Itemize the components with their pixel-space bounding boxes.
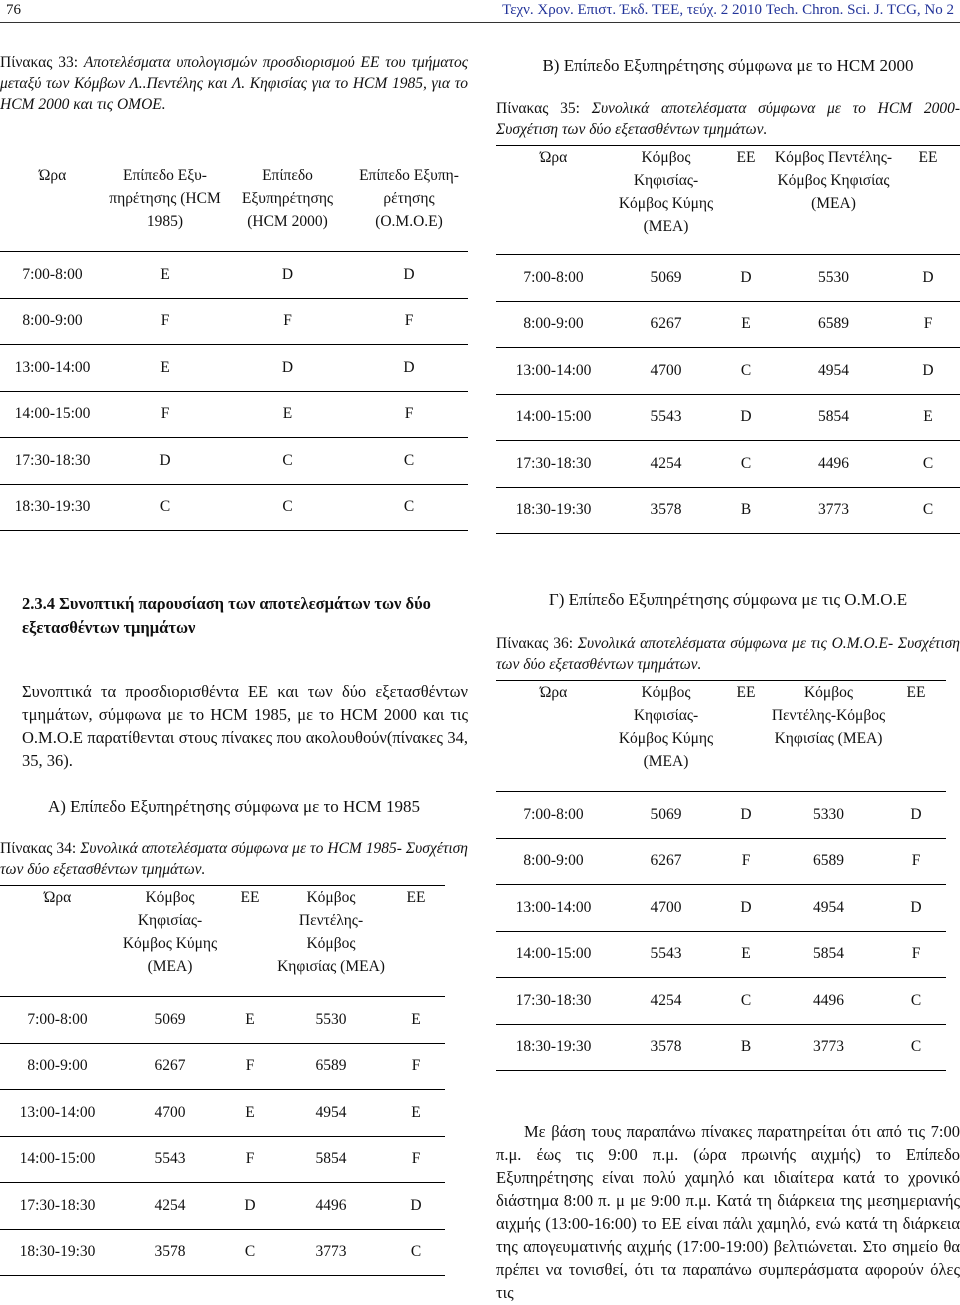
table-row xyxy=(496,301,960,348)
table-cell: E xyxy=(741,945,751,963)
table-cell: 4496 xyxy=(818,454,849,472)
table-cell: 5069 xyxy=(650,805,682,823)
table-cell: 4954 xyxy=(818,361,849,379)
table-cell: 8:00-9:00 xyxy=(22,312,83,330)
table-cell: 5530 xyxy=(315,1010,347,1028)
table-cell: F xyxy=(283,312,292,330)
table-cell: 5854 xyxy=(315,1150,347,1168)
journal-reference: Τεχν. Χρον. Επιστ. Έκδ. ΤΕΕ, τεύχ. 2 2010 Tech. Chron. Sci. J. TCG, No 2 xyxy=(502,2,954,18)
table-cell: 4954 xyxy=(315,1103,347,1121)
table-cell: E xyxy=(411,1103,421,1121)
table-row xyxy=(496,441,960,488)
table-cell: 4700 xyxy=(154,1103,186,1121)
table35-header-kifisias: Κόμβος Κηφισίας-Κόμβος Κύμης (ΜΕΑ) xyxy=(618,149,714,235)
section-a-title: Α) Επίπεδο Εξυπηρέτησης σύμφωνα με το HCM 1985 xyxy=(47,797,421,816)
section-c-title: Γ) Επίπεδο Εξυπηρέτησης σύμφωνα με τις Ο.Μ.Ο.Ε xyxy=(548,590,908,609)
table-cell: D xyxy=(281,265,294,283)
table-cell: F xyxy=(911,945,921,963)
table-cell: D xyxy=(922,361,934,379)
table35-caption xyxy=(496,98,960,140)
table-cell: 3773 xyxy=(818,501,849,519)
table-row xyxy=(496,838,946,885)
table36-header-ee1: ΕΕ xyxy=(736,684,756,701)
table-row xyxy=(496,885,946,932)
table-cell: 5854 xyxy=(813,945,844,963)
table35-header-ee1: ΕΕ xyxy=(736,149,756,166)
table-cell: D xyxy=(159,451,171,469)
table-cell: C xyxy=(922,454,934,472)
table-cell: 18:30-19:30 xyxy=(14,498,91,516)
table-cell: 6589 xyxy=(818,315,849,333)
table-cell: 4254 xyxy=(650,454,682,472)
table-row xyxy=(0,438,468,485)
table-cell: 5530 xyxy=(818,268,849,286)
table-cell: F xyxy=(404,312,414,330)
table-row xyxy=(0,484,468,531)
table-row xyxy=(496,348,960,395)
table-cell: 8:00-9:00 xyxy=(523,315,584,333)
table-cell: 4496 xyxy=(813,991,844,1009)
table-cell: E xyxy=(741,315,751,333)
table-row xyxy=(0,252,468,299)
table-cell: E xyxy=(923,408,933,426)
table36-header-pentelis: Κόμβος Πεντέλης-Κόμβος Κηφισίας (ΜΕΑ) xyxy=(771,684,886,747)
table-cell: 8:00-9:00 xyxy=(27,1057,88,1075)
page-header xyxy=(0,0,960,23)
table-cell: 18:30-19:30 xyxy=(515,501,592,519)
table-cell: C xyxy=(403,451,415,469)
table36-caption xyxy=(496,633,960,675)
table-row xyxy=(0,391,468,438)
table-cell: F xyxy=(245,1057,255,1075)
table-cell: 14:00-15:00 xyxy=(515,945,592,963)
table-row xyxy=(496,931,946,978)
table-cell: D xyxy=(244,1196,256,1214)
table-cell: 6589 xyxy=(813,852,844,870)
table-cell: F xyxy=(911,852,921,870)
table-row xyxy=(496,487,960,534)
table-cell: D xyxy=(403,358,415,376)
table34-header-pentelis: Κόμβος Πεντέλης-Κόμβος Κηφισίας (ΜΕΑ) xyxy=(277,889,385,975)
table-row xyxy=(0,1043,445,1090)
table-cell: 7:00-8:00 xyxy=(523,805,584,823)
table-cell: 14:00-15:00 xyxy=(14,405,91,423)
table-cell: C xyxy=(922,501,934,519)
table-cell: C xyxy=(910,1038,922,1056)
table-cell: 5330 xyxy=(813,805,844,823)
table35-caption-text: Συνολικά αποτελέσματα σύμφωνα με το HCM 2000- Συσχέτιση των δύο εξετασθέντων τμημάτων. xyxy=(496,100,960,138)
table-cell: D xyxy=(910,898,922,916)
table-cell: 6267 xyxy=(650,315,682,333)
table-cell: C xyxy=(910,991,922,1009)
table33-header-hcm2000: Επίπεδο Εξυπηρέτησης (HCM 2000) xyxy=(241,167,334,230)
table-cell: 7:00-8:00 xyxy=(22,265,83,283)
table-cell: 3578 xyxy=(650,1038,682,1056)
table-cell: 3578 xyxy=(650,501,682,519)
table-cell: 3578 xyxy=(154,1243,186,1261)
table-cell: 3773 xyxy=(813,1038,844,1056)
table36 xyxy=(496,680,946,1071)
table-cell: 5543 xyxy=(650,408,682,426)
table-cell: E xyxy=(160,358,170,376)
table34-header-kifisias: Κόμβος Κηφισίας-Κόμβος Κύμης (ΜΕΑ) xyxy=(122,889,218,975)
table-cell: F xyxy=(741,852,751,870)
table36-header-ee2: ΕΕ xyxy=(906,684,926,701)
table-cell: C xyxy=(740,361,752,379)
table35-header-ee2: ΕΕ xyxy=(918,149,938,166)
page-number: 76 xyxy=(6,2,21,18)
table-cell: C xyxy=(159,498,171,516)
table-cell: D xyxy=(410,1196,422,1214)
table36-header-kifisias: Κόμβος Κηφισίας-Κόμβος Κύμης (ΜΕΑ) xyxy=(618,684,714,770)
table-cell: 17:30-18:30 xyxy=(515,454,592,472)
table-cell: 17:30-18:30 xyxy=(19,1196,96,1214)
table-row xyxy=(496,792,946,839)
table-row xyxy=(0,997,445,1044)
table-cell: D xyxy=(740,805,752,823)
table-cell: 14:00-15:00 xyxy=(515,408,592,426)
section-b-title: Β) Επίπεδο Εξυπηρέτησης σύμφωνα με το HCM 2000 xyxy=(542,56,914,75)
table33-header-omoe: Επίπεδο Εξυπη-ρέτησης (Ο.Μ.Ο.Ε) xyxy=(359,167,459,230)
table34 xyxy=(0,885,445,1276)
table-cell: 4496 xyxy=(315,1196,347,1214)
table34-header-hour: Ώρα xyxy=(43,889,72,906)
table-row xyxy=(0,1136,445,1183)
table36-caption-label: Πίνακας 36: xyxy=(496,635,578,652)
table34-caption-label: Πίνακας 34: xyxy=(0,840,81,857)
table33-caption xyxy=(0,52,468,115)
table35-caption-label: Πίνακας 35: xyxy=(496,100,592,117)
table-cell: C xyxy=(282,451,293,469)
table-cell: 8:00-9:00 xyxy=(523,852,584,870)
table-cell: 14:00-15:00 xyxy=(19,1150,96,1168)
table-cell: 4954 xyxy=(813,898,844,916)
table-cell: D xyxy=(740,898,752,916)
table-cell: 5069 xyxy=(650,268,682,286)
table-cell: D xyxy=(922,268,934,286)
table-cell: 7:00-8:00 xyxy=(27,1010,88,1028)
table36-caption-text: Συνολικά αποτελέσματα σύμφωνα με τις Ο.Μ.Ο.Ε- Συσχέτιση των δύο εξετασθέντων τμημάτων. xyxy=(496,635,960,673)
table-row xyxy=(496,255,960,302)
table35-header-pentelis: Κόμβος Πεντέλης-Κόμβος Κηφισίας (ΜΕΑ) xyxy=(774,149,893,212)
table-cell: E xyxy=(245,1010,255,1028)
table-cell: 17:30-18:30 xyxy=(515,991,592,1009)
table34-caption-text: Συνολικά αποτελέσματα σύμφωνα με το HCM 1985- Συσχέτιση των δύο εξετασθέντων τμημάτων. xyxy=(0,840,469,878)
table-cell: F xyxy=(923,315,933,333)
table-cell: 5543 xyxy=(154,1150,186,1168)
table-cell: F xyxy=(245,1150,255,1168)
table-cell: C xyxy=(403,498,415,516)
table-cell: D xyxy=(740,408,752,426)
table-cell: C xyxy=(740,991,752,1009)
table-cell: E xyxy=(245,1103,255,1121)
table-row xyxy=(0,1090,445,1137)
table-cell: 6267 xyxy=(154,1057,186,1075)
table-cell: F xyxy=(404,405,414,423)
table-cell: E xyxy=(411,1010,421,1028)
table-cell: 13:00-14:00 xyxy=(515,361,592,379)
table34-caption xyxy=(0,838,468,880)
table-cell: C xyxy=(740,454,752,472)
table-cell: 3773 xyxy=(315,1243,347,1261)
section-234-title: 2.3.4 Συνοπτική παρουσίαση των αποτελεσμάτων των δύο εξετασθέντων τμημάτων xyxy=(22,594,431,637)
table-cell: 7:00-8:00 xyxy=(523,268,584,286)
table-cell: C xyxy=(244,1243,256,1261)
table-cell: E xyxy=(282,405,293,423)
table-cell: 17:30-18:30 xyxy=(14,451,91,469)
table-cell: 4700 xyxy=(650,361,682,379)
table-cell: B xyxy=(740,1038,752,1056)
table-cell: D xyxy=(281,358,294,376)
table-cell: B xyxy=(740,501,752,519)
table-row xyxy=(0,298,468,345)
table-cell: 13:00-14:00 xyxy=(19,1103,96,1121)
table33-header-hour: Ώρα xyxy=(38,167,67,184)
table-cell: C xyxy=(410,1243,422,1261)
table33-caption-label: Πίνακας 33: xyxy=(0,54,84,71)
table-row xyxy=(0,1183,445,1230)
table-row xyxy=(0,345,468,392)
table-cell: C xyxy=(282,498,293,516)
table-cell: D xyxy=(910,805,922,823)
table-cell: 5069 xyxy=(154,1010,186,1028)
table-cell: F xyxy=(411,1150,421,1168)
table-cell: 13:00-14:00 xyxy=(14,358,91,376)
table-cell: E xyxy=(160,265,170,283)
table33-header-hcm1985: Επίπεδο Εξυ-πηρέτησης (HCM 1985) xyxy=(109,167,221,230)
table-cell: F xyxy=(160,312,170,330)
table-cell: D xyxy=(403,265,415,283)
table-cell: F xyxy=(160,405,170,423)
table-cell: 6589 xyxy=(315,1057,347,1075)
table-cell: 5543 xyxy=(650,945,682,963)
table33 xyxy=(0,164,468,531)
table35-header-hour: Ώρα xyxy=(539,149,568,166)
table34-header-ee1: ΕΕ xyxy=(240,889,260,906)
table34-header-ee2: ΕΕ xyxy=(406,889,426,906)
table-cell: 13:00-14:00 xyxy=(515,898,592,916)
table-row xyxy=(496,1024,946,1071)
table-cell: D xyxy=(740,268,752,286)
table-cell: 4700 xyxy=(650,898,682,916)
table-row xyxy=(496,978,946,1025)
table-cell: F xyxy=(411,1057,421,1075)
table-row xyxy=(0,1229,445,1276)
table-cell: 18:30-19:30 xyxy=(515,1038,592,1056)
table-cell: 6267 xyxy=(650,852,682,870)
section-234-paragraph: Συνοπτικά τα προσδιορισθέντα ΕΕ και των δύο εξετασθέντων τμημάτων, σύμφωνα με το HCM 1985, με το HCM 2000 και τις Ο.Μ.Ο.Ε παρατίθενται στους πίνακες που ακολουθούν(πίνακες 34, 35, 36). xyxy=(22,682,468,770)
table35 xyxy=(496,145,960,534)
table-row xyxy=(496,394,960,441)
table-cell: 5854 xyxy=(818,408,849,426)
table33-caption-text: Αποτελέσματα υπολογισμών προσδιορισμού ΕΕ του τμήματος μεταξύ των Κόμβων Λ..Πεντέλης και Λ. Κηφισίας για το HCM 1985, για το HCM 2000 και τις ΟΜΟΕ. xyxy=(0,54,469,113)
table-cell: 18:30-19:30 xyxy=(19,1243,96,1261)
table-cell: 4254 xyxy=(154,1196,186,1214)
closing-paragraph: Με βάση τους παραπάνω πίνακες παρατηρείται ότι από τις 7:00 π.μ. έως τις 9:00 π.μ. (ώρα πρωινής αιχμής) το Επίπεδο Εξυπηρέτησης είναι πολύ χαμηλό και ιδιαίτερα κατά το χρονικό διάστημα 8:00 π. μ με 9:00 π.μ. Κατά τη διάρκεια της μεσημεριανής αιχμής (13:00-16:00) το ΕΕ είναι πάλι χαμηλό, ενώ κατά τη διάρκεια της απογευματινής αιχμής (17:00-19:00) βελτιώνεται. Στο σημείο θα πρέπει να τονισθεί, ότι τα παραπάνω συμπεράσματα αφορούν όλες τις xyxy=(496,1122,960,1302)
table-cell: 4254 xyxy=(650,991,682,1009)
table36-header-hour: Ώρα xyxy=(539,684,568,701)
